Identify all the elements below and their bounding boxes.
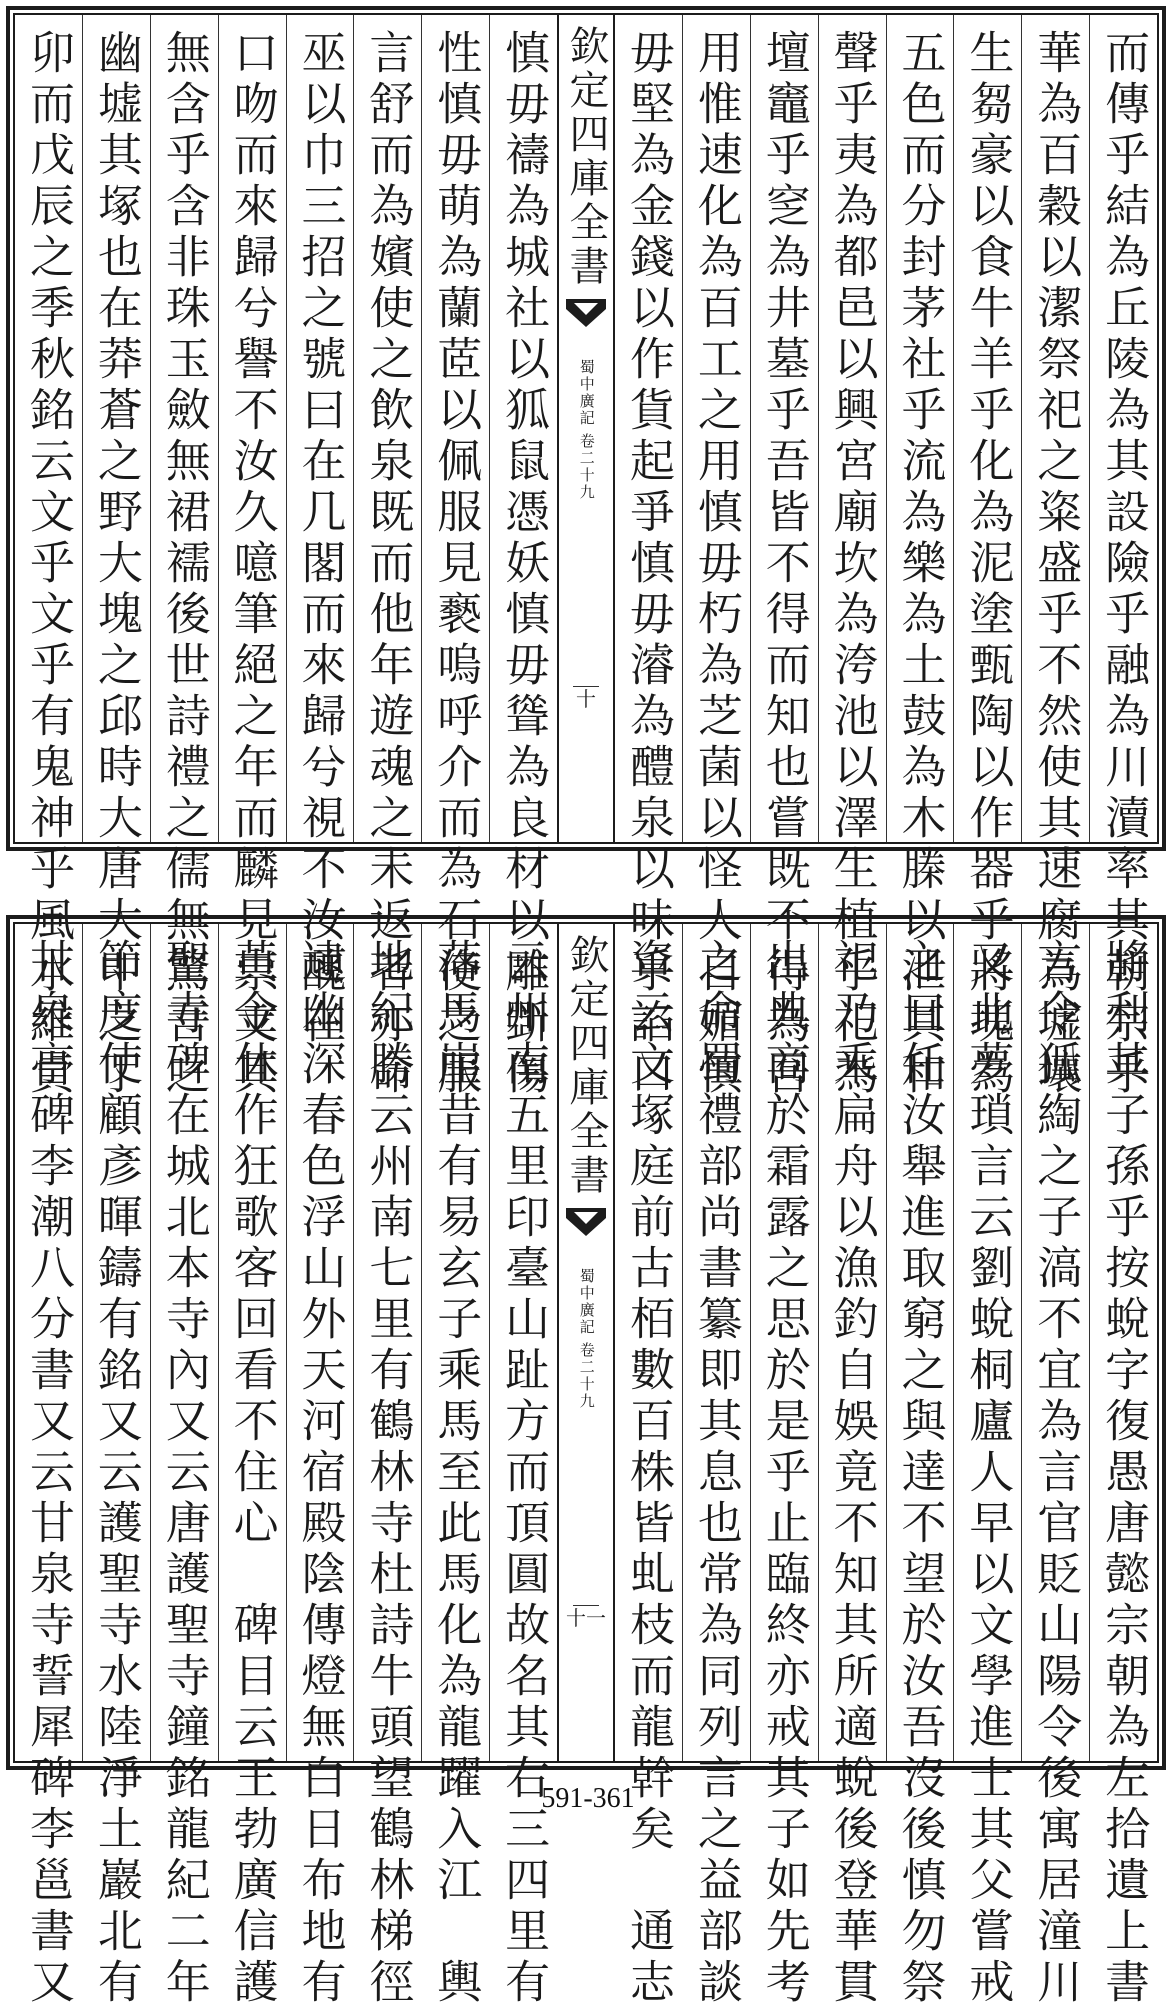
column-text: 五色而分封茅社乎流為樂為土鼓為木榺以泄其和 <box>893 29 947 1100</box>
top-right-half <box>615 15 1157 1100</box>
text-column <box>886 15 954 1100</box>
column-text: 毋堅為金錢以作貨起爭慎毋濬為醴泉以味乎諂口 <box>621 29 675 1100</box>
text-column <box>1089 15 1157 1100</box>
leaf-number: 十一 <box>566 1606 606 1630</box>
column-text: 華為百穀以潔祭祀之粢盛乎不然使其速腐為墟壤 <box>1029 29 1083 1100</box>
column-text: 言令狐綯之子滈不宜為言官貶山陽令後寓居潼川 <box>1029 938 1083 2009</box>
fishtail-mark-icon <box>564 1204 608 1240</box>
text-column <box>286 924 354 2009</box>
leaf-number: 十 <box>576 687 596 711</box>
column-text: 壇竈乎窆為井墓乎吾皆不得而知也嘗既不得為吾 <box>757 29 811 1100</box>
text-column <box>218 15 286 1100</box>
volume-label: 卷二十九 <box>577 1342 596 1410</box>
column-text: 口吻而來歸兮譽不汝久噫筆絕之年而麟見祟文其 <box>225 29 279 1100</box>
column-text: 聖寺碑在城北本寺內又云唐護聖寺鐘銘龍紀二年 <box>157 938 211 2009</box>
column-text: 性慎毋萌為蘭茝以佩服見褻嗚呼介而為石使之服 <box>429 29 483 1100</box>
text-column <box>421 924 489 2009</box>
text-column <box>82 924 150 2009</box>
book-title: 蜀中廣記 <box>577 359 596 427</box>
column-text: 逮幽深春色浮山外天河宿殿陰傳燈無白日布地有 <box>293 938 347 2009</box>
column-text: 之命蜀禮部尚書纂即其息也常為同列言之益部談 <box>689 938 743 2009</box>
column-text: 幽墟其塚也在莽蒼之野大塊之邱時大唐大中之丁 <box>89 29 143 1100</box>
column-text: 節度使顧彥暉鑄有銘又云護聖寺水陸淨土巖北有 <box>89 938 143 2009</box>
text-column <box>615 924 682 2009</box>
column-text: 將利其子孫乎按蛻字復愚唐懿宗朝為左拾遺上書 <box>1097 938 1151 2009</box>
text-column <box>1021 15 1089 1100</box>
center-strip <box>557 15 615 842</box>
text-column <box>615 15 682 1100</box>
volume-label: 卷二十九 <box>577 433 596 501</box>
text-column <box>150 924 218 2009</box>
column-text: 卯而戊辰之季秋銘云文乎文乎有鬼神乎風水維貞 <box>21 29 75 1100</box>
column-text: 云州南五里印臺山趾方而頂圓故名其右三四里有 <box>497 938 551 2009</box>
column-text: 生芻豪以食牛羊乎化為泥塗甄陶以作器乎將塊為 <box>961 29 1015 1100</box>
text-column <box>15 924 82 2009</box>
column-text: 資云文塚庭前古栢數百株皆虬枝而龍幹矣 通志 <box>621 938 675 2009</box>
text-column <box>82 15 150 1100</box>
text-column <box>1021 924 1089 2009</box>
column-text: 用惟速化為百工之用慎毋朽為芝菌以怪人自媚慎 <box>689 29 743 1100</box>
fishtail-mark-icon <box>564 295 608 331</box>
text-column <box>489 924 557 2009</box>
column-text: 甘泉亭碑李潮八分書又云甘泉寺誓犀碑李邕書又 <box>21 938 75 2009</box>
text-column <box>489 15 557 1100</box>
column-text: 慎毋禱為城社以狐鼠憑妖慎毋聳為良材以雕斲傷 <box>497 29 551 1100</box>
book-collection-title: 欽定四庫全書 <box>563 25 609 289</box>
top-left-half <box>15 15 557 1100</box>
text-column <box>15 15 82 1100</box>
text-column <box>421 15 489 1100</box>
text-column <box>353 15 421 1100</box>
column-text: 落馬崖昔有易玄子乘馬至此馬化為龍躍入江 輿 <box>429 938 483 2009</box>
column-text: 聲乎夷為都邑以興宮廟坎為洿池以澤生植乎祀為 <box>825 29 879 1100</box>
text-column <box>286 15 354 1049</box>
text-column <box>953 924 1021 2009</box>
top-page-frame <box>13 13 1159 1100</box>
book-collection-title: 欽定四庫全書 <box>563 934 609 1198</box>
column-text: 之曰任汝舉進取窮之與達不望於汝吾沒後慎勿祭 <box>893 938 947 2009</box>
column-text: 祀乃乘扁舟以漁釣自娛竟不知其所適蛻後登華貫 <box>825 938 879 2009</box>
text-column <box>818 924 886 2009</box>
text-column <box>953 15 1021 1100</box>
text-column <box>218 924 286 2009</box>
column-text: 而傳乎結為丘陵為其設險乎融為川瀆率其朝宗乎 <box>1097 29 1151 1100</box>
page-number: 591-361 <box>541 1783 635 1814</box>
text-column <box>150 15 218 1100</box>
text-column <box>750 924 818 2009</box>
top-page-panel <box>6 6 1166 1100</box>
column-text: 又北夢瑣言云劉蛻桐廬人早以文學進士其父嘗戒 <box>961 938 1015 2009</box>
center-strip <box>557 924 615 1761</box>
text-column <box>1089 924 1157 2009</box>
column-text: 言舒而為嬪使之飲泉既而他年遊魂之未返者亦命 <box>361 29 415 1100</box>
column-text: 出典商於霜露之思於是乎止臨終亦戒其子如先考 <box>757 938 811 2009</box>
bottom-left-half <box>15 924 557 2009</box>
column-text: 巫以巾三招之號曰在几閣而來歸兮視不汝醜在 <box>293 29 347 1049</box>
book-title: 蜀中廣記 <box>577 1268 596 1336</box>
column-text: 無含乎含非珠玉斂無裙襦後世詩禮之儒無驚吾之 <box>157 29 211 1100</box>
text-column <box>886 924 954 2009</box>
column-text: 黃金休作狂歌客回看不住心 碑目云王勃廣信護 <box>225 938 279 2009</box>
text-column <box>682 924 750 2009</box>
bottom-right-half <box>615 924 1157 2009</box>
text-column <box>818 15 886 1100</box>
column-text: 地紀勝云州南七里有鶴林寺杜詩牛頭望鶴林梯徑 <box>361 938 415 2009</box>
text-column <box>750 15 818 1100</box>
text-column <box>682 15 750 1100</box>
text-column <box>353 924 421 2009</box>
